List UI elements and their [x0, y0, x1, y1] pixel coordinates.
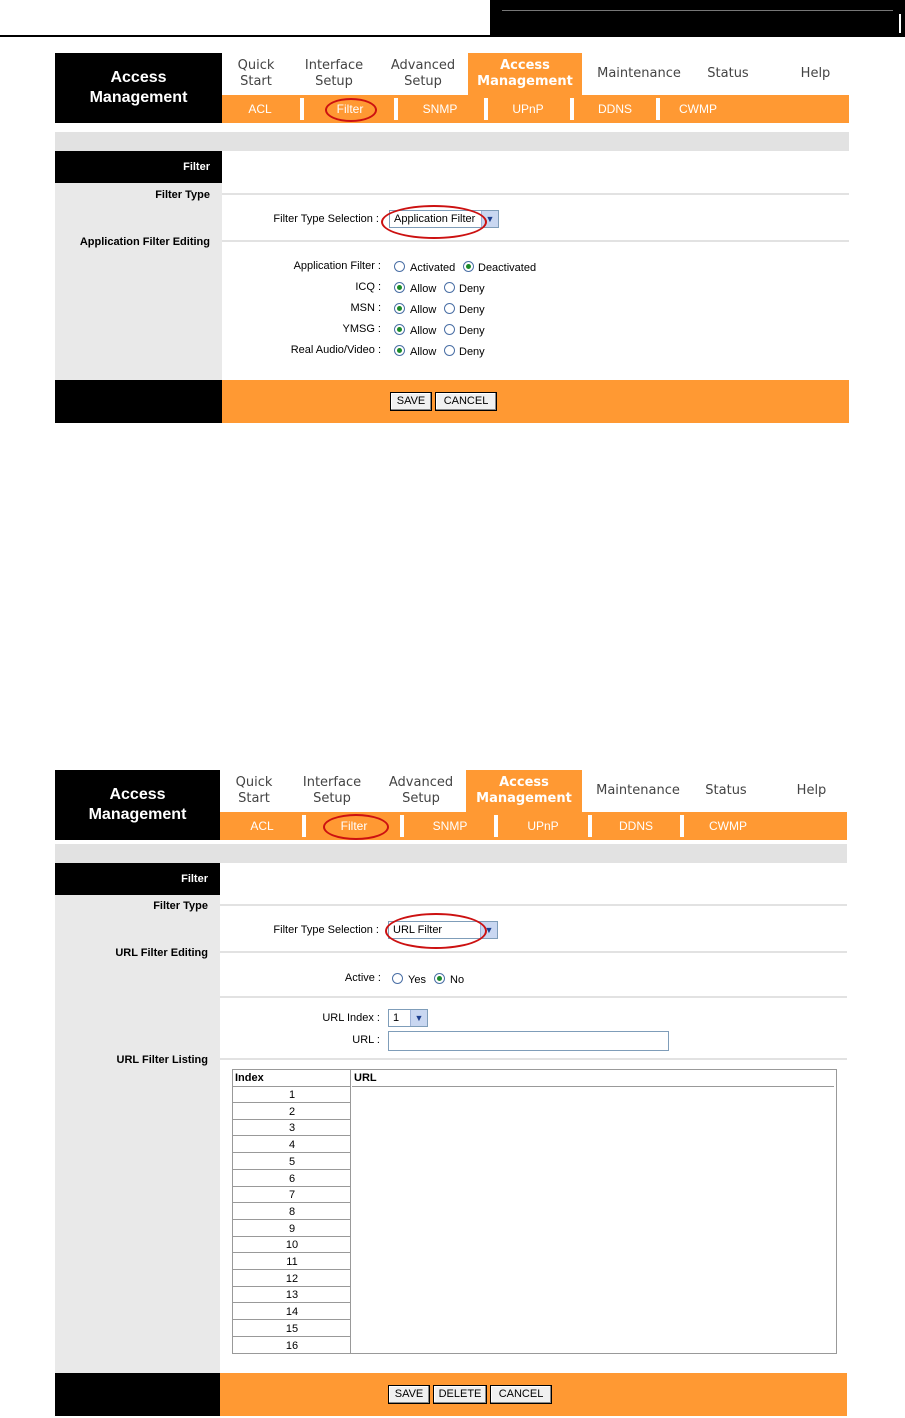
ymsg-allow-radio[interactable]: [394, 324, 405, 335]
left-label-column: [55, 863, 220, 1373]
application-filter-label: Application Filter :: [293, 260, 381, 272]
subnav-acl[interactable]: ACL: [250, 819, 274, 833]
header-black-block: [490, 0, 905, 37]
icq-deny-radio[interactable]: [444, 282, 455, 293]
nav-maintenance[interactable]: Maintenance: [596, 783, 680, 798]
msn-allow-radio[interactable]: [394, 303, 405, 314]
ymsg-deny-radio[interactable]: [444, 324, 455, 335]
left-label-column: [55, 151, 222, 380]
active-yes-radio[interactable]: [392, 973, 403, 984]
main-nav: [222, 53, 849, 95]
section-heading-filter: Filter: [55, 151, 222, 183]
table-row: 13: [233, 1287, 351, 1303]
nav-quick-start[interactable]: Quick Start: [235, 775, 273, 806]
brand-line-1: Access: [110, 69, 167, 86]
select-highlight-circle: [385, 913, 487, 949]
divider: [220, 1058, 847, 1060]
filter-type-selection-label: Filter Type Selection :: [273, 213, 379, 225]
url-index-label: URL Index :: [322, 1012, 380, 1024]
active-no-radio[interactable]: [434, 973, 445, 984]
real-audio-video-deny-radio[interactable]: [444, 345, 455, 356]
url-input[interactable]: [388, 1031, 669, 1051]
subnav-snmp[interactable]: SNMP: [432, 819, 468, 833]
action-footer: [55, 380, 849, 423]
subnav-separator: [300, 98, 304, 120]
subnav-separator: [484, 98, 488, 120]
nav-interface-setup[interactable]: Interface Setup: [302, 775, 362, 806]
chevron-down-icon: ▼: [481, 211, 498, 227]
table-row: 14: [233, 1304, 351, 1320]
section-heading-filter: Filter: [55, 863, 220, 895]
cancel-button[interactable]: CANCEL: [490, 1385, 552, 1404]
delete-button[interactable]: DELETE: [433, 1385, 487, 1404]
real-audio-video-label: Real Audio/Video :: [290, 344, 381, 356]
icq-allow-radio[interactable]: [394, 282, 405, 293]
table-row: 9: [233, 1221, 351, 1237]
table-row: 2: [233, 1104, 351, 1120]
radio-label: Allow: [410, 304, 437, 316]
radio-label: No: [450, 974, 465, 986]
table-row: 6: [233, 1171, 351, 1187]
spacer-bar: [55, 132, 849, 151]
sub-nav: [222, 95, 849, 123]
radio-label: Deny: [459, 283, 485, 295]
subnav-ddns[interactable]: DDNS: [597, 102, 632, 116]
radio-label: Deny: [459, 346, 485, 358]
radio-label: Allow: [410, 346, 437, 358]
msn-deny-radio[interactable]: [444, 303, 455, 314]
divider: [220, 951, 847, 953]
brand-logo: [55, 770, 220, 840]
icq-label: ICQ :: [355, 281, 381, 293]
radio-label: Yes: [408, 974, 426, 986]
subnav-separator: [656, 98, 660, 120]
url-index-value: 1: [393, 1012, 400, 1024]
ymsg-label: YMSG :: [342, 323, 381, 335]
nav-maintenance[interactable]: Maintenance: [597, 66, 681, 81]
header-tick: [899, 14, 901, 33]
application-filter-activated-radio[interactable]: [394, 261, 405, 272]
table-row: 10: [233, 1237, 351, 1253]
url-index-select[interactable]: [388, 1009, 428, 1027]
subnav-separator: [302, 815, 306, 837]
subnav-cwmp[interactable]: CWMP: [679, 102, 717, 116]
subnav-separator: [588, 815, 592, 837]
nav-advanced-setup[interactable]: Advanced Setup: [388, 775, 454, 806]
chevron-down-icon: ▼: [480, 922, 497, 938]
real-audio-video-allow-radio[interactable]: [394, 345, 405, 356]
divider: [220, 996, 847, 998]
nav-status[interactable]: Status: [705, 783, 747, 798]
document-header-bar: [0, 0, 905, 40]
radio-label: Deny: [459, 304, 485, 316]
table-row: 15: [233, 1321, 351, 1337]
nav-status[interactable]: Status: [707, 66, 749, 81]
table-row: 1: [233, 1087, 351, 1103]
url-filter-editing-label: URL Filter Editing: [115, 947, 208, 959]
nav-access-management[interactable]: Access Management: [466, 770, 582, 812]
radio-label: Allow: [410, 283, 437, 295]
radio-label: Deny: [459, 325, 485, 337]
footer-orange: [220, 1373, 847, 1416]
table-row: 4: [233, 1137, 351, 1153]
url-filter-listing-label: URL Filter Listing: [116, 1054, 208, 1066]
subnav-acl[interactable]: ACL: [248, 102, 272, 116]
save-button[interactable]: SAVE: [388, 1385, 430, 1404]
subnav-upnp[interactable]: UPnP: [512, 102, 544, 116]
subnav-separator: [570, 98, 574, 120]
filter-type-select-value: URL Filter: [393, 924, 443, 936]
spacer-bar: [55, 844, 847, 863]
url-label: URL :: [352, 1034, 380, 1046]
application-filter-deactivated-radio[interactable]: [463, 261, 474, 272]
brand-line-2: Management: [89, 89, 188, 106]
subnav-separator: [680, 815, 684, 837]
nav-access-management[interactable]: Access Management: [468, 53, 582, 95]
active-label: Active :: [344, 972, 381, 984]
router-panel-application-filter: [55, 53, 849, 423]
table-row: 7: [233, 1187, 351, 1203]
nav-help[interactable]: Help: [796, 783, 827, 798]
cancel-button[interactable]: CANCEL: [435, 392, 497, 411]
subnav-cwmp[interactable]: CWMP: [709, 819, 747, 833]
filter-type-label: Filter Type: [155, 189, 210, 201]
subnav-filter[interactable]: Filter: [336, 102, 364, 116]
url-filter-table: [232, 1069, 837, 1354]
divider: [220, 904, 847, 906]
footer-orange: [222, 380, 849, 423]
nav-quick-start[interactable]: Quick Start: [237, 58, 275, 89]
nav-interface-setup[interactable]: Interface Setup: [304, 58, 364, 89]
table-header-url: URL: [352, 1070, 834, 1087]
subnav-ddns[interactable]: DDNS: [618, 819, 653, 833]
radio-label: Activated: [410, 262, 456, 274]
chevron-down-icon: ▼: [410, 1010, 427, 1026]
brand-line-2: Management: [88, 806, 187, 823]
brand-logo: [55, 53, 222, 123]
nav-advanced-setup[interactable]: Advanced Setup: [390, 58, 456, 89]
divider: [222, 193, 849, 195]
table-row: 5: [233, 1154, 351, 1170]
subnav-filter[interactable]: Filter: [340, 819, 368, 833]
nav-help[interactable]: Help: [800, 66, 831, 81]
table-row: 11: [233, 1254, 351, 1270]
msn-label: MSN :: [350, 302, 381, 314]
table-row: 16: [233, 1338, 351, 1354]
filter-highlight-circle: [325, 98, 377, 122]
sub-nav: [220, 812, 847, 840]
subnav-separator: [394, 98, 398, 120]
subnav-separator: [494, 815, 498, 837]
subnav-snmp[interactable]: SNMP: [422, 102, 458, 116]
subnav-separator: [400, 815, 404, 837]
subnav-upnp[interactable]: UPnP: [527, 819, 559, 833]
footer-black: [55, 380, 222, 423]
table-row: 8: [233, 1204, 351, 1220]
main-nav: [220, 770, 847, 812]
table-header-index: Index: [233, 1070, 350, 1087]
brand-line-1: Access: [109, 786, 166, 803]
radio-label: Deactivated: [478, 262, 537, 274]
header-inner-line: [502, 10, 893, 11]
filter-type-select-value: Application Filter: [394, 213, 476, 225]
footer-black: [55, 1373, 220, 1416]
table-row: 12: [233, 1271, 351, 1287]
select-highlight-circle: [381, 205, 487, 239]
table-row: 3: [233, 1120, 351, 1136]
filter-type-label: Filter Type: [153, 900, 208, 912]
filter-highlight-circle: [323, 814, 389, 840]
divider: [222, 240, 849, 242]
router-panel-url-filter: [55, 770, 847, 1416]
radio-label: Allow: [410, 325, 437, 337]
action-footer: [55, 1373, 847, 1416]
filter-type-selection-label: Filter Type Selection :: [273, 924, 379, 936]
application-filter-editing-label: Application Filter Editing: [79, 236, 210, 248]
save-button[interactable]: SAVE: [390, 392, 432, 411]
